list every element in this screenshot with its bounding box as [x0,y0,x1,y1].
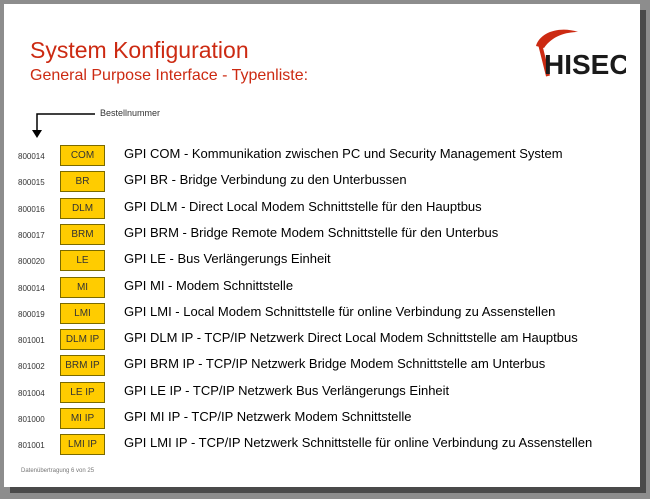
order-number: 800020 [18,257,45,267]
type-code-box: BR [60,171,105,192]
order-number: 800016 [18,204,45,214]
slide-title: System Konfiguration [30,37,249,63]
hisec-logo [526,24,626,82]
list-item [4,250,640,276]
order-number: 800015 [18,178,45,188]
slide-subtitle: General Purpose Interface - Typenliste: [30,67,309,84]
type-code-box: COM [60,145,105,166]
order-number: 801001 [18,441,45,451]
order-number: 800014 [18,152,45,161]
order-number: 801004 [18,388,45,398]
type-description: GPI LMI IP - TCP/IP Netzwerk Schnittstelle für online Verbindung zu Assenstellen [124,435,593,451]
type-code-box: DLM [60,198,105,219]
list-item [4,329,640,355]
type-description: GPI COM - Kommunikation zwischen PC und Security Management System [124,146,563,161]
type-description: GPI DLM IP - TCP/IP Netzwerk Direct Local Modem Schnittstelle am Hauptbus [124,330,578,346]
type-description: GPI LMI - Local Modem Schnittstelle für online Verbindung zu Assenstellen [124,303,556,319]
order-number: 801000 [18,415,45,424]
footer-page-info: Datenübertragung 6 von 25 [21,468,95,474]
bestellnummer-arrow [29,112,109,142]
list-item [4,408,640,434]
type-code-box: LMI [60,303,105,324]
type-description: GPI BRM IP - TCP/IP Netzwerk Bridge Modem Schnittstelle am Unterbus [124,356,546,372]
type-description: GPI LE IP - TCP/IP Netzwerk Bus Verlängerungs Einheit [124,382,450,398]
list-item [4,382,640,408]
type-code-box: MI IP [60,408,105,429]
order-number: 801002 [18,362,45,372]
type-description: GPI MI - Modem Schnittstelle [124,277,294,293]
list-item [4,303,640,329]
slide [4,4,640,487]
type-description: GPI BR - Bridge Verbindung zu den Unterbussen [124,172,407,188]
type-description: GPI MI IP - TCP/IP Netzwerk Modem Schnittstelle [124,409,412,424]
logo-text: HISEC [544,49,626,80]
list-item [4,198,640,224]
list-item [4,224,640,250]
type-code-box: LE IP [60,382,105,403]
type-code-box: BRM [60,224,105,245]
list-item [4,355,640,381]
list-item [4,145,640,171]
type-description: GPI BRM - Bridge Remote Modem Schnittstelle für den Unterbus [124,224,499,240]
type-description: GPI LE - Bus Verlängerungs Einheit [124,251,331,267]
type-description: GPI DLM - Direct Local Modem Schnittstelle für den Hauptbus [124,198,482,214]
list-item [4,171,640,197]
type-code-box: DLM IP [60,329,105,350]
order-number: 800017 [18,230,45,240]
bestellnummer-label: Bestellnummer [100,108,161,118]
order-number: 801001 [18,336,45,346]
type-code-box: LMI IP [60,434,105,455]
order-number: 800014 [18,283,45,293]
type-code-box: LE [60,250,105,271]
list-item [4,277,640,303]
type-code-box: MI [60,277,105,298]
order-number: 800019 [18,309,45,319]
type-code-box: BRM IP [60,355,105,376]
list-item [4,434,640,460]
